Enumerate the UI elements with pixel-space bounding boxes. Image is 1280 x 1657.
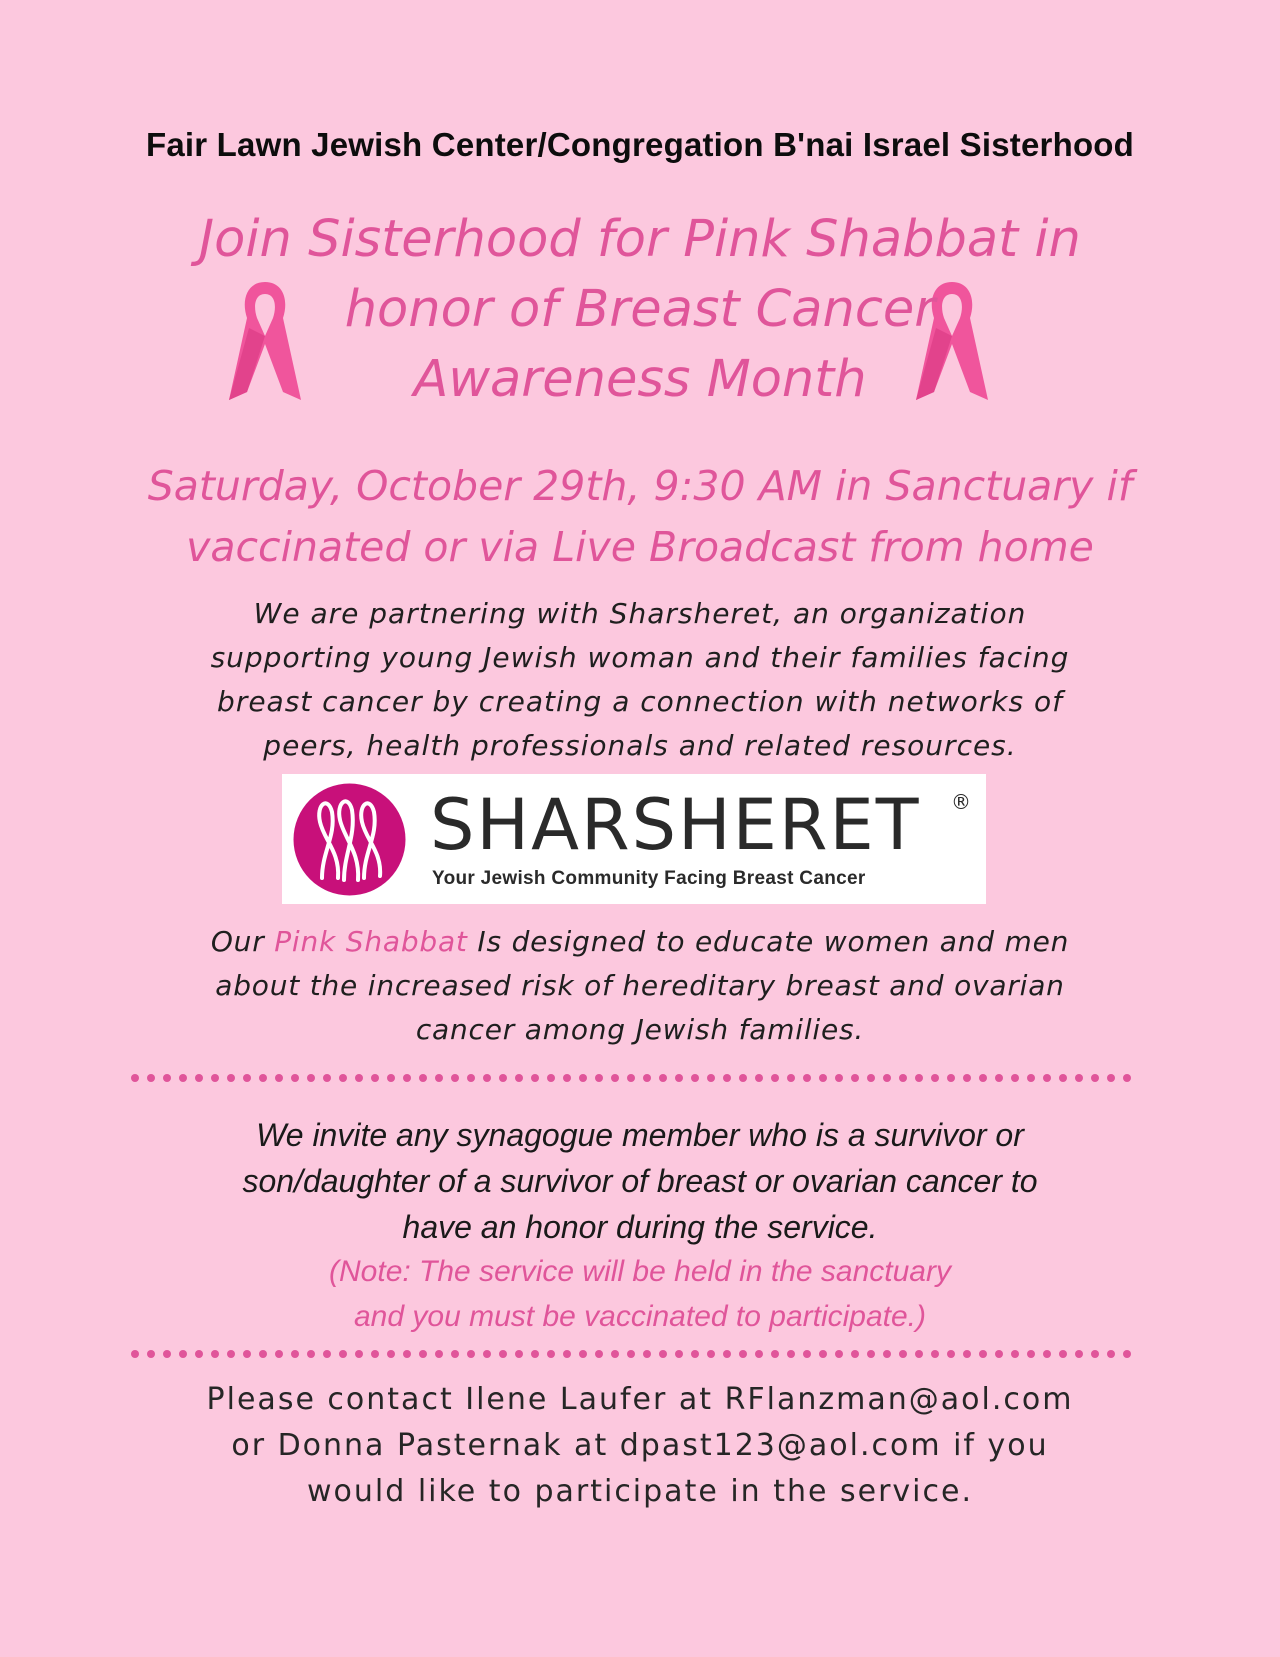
partner-description (140, 592, 1140, 768)
educate-line1-rest: Is designed to educate women and men (467, 925, 1070, 958)
note-line: and you must be vaccinated to participate.) (354, 1300, 926, 1333)
divider-dot (403, 1074, 411, 1082)
divider-dot (1107, 1350, 1115, 1358)
divider-dot (403, 1350, 411, 1358)
partner-line: breast cancer by creating a connection with networks of (217, 685, 1063, 718)
divider-dot (883, 1074, 891, 1082)
divider-dot (579, 1350, 587, 1358)
headline-line: honor of Breast Cancer (344, 280, 936, 339)
divider-dot (1043, 1350, 1051, 1358)
divider-dot (947, 1350, 955, 1358)
divider-dot (419, 1074, 427, 1082)
divider-dot (627, 1350, 635, 1358)
dotted-divider (130, 1349, 1142, 1359)
divider-dot (995, 1074, 1003, 1082)
divider-dot (1091, 1350, 1099, 1358)
divider-dot (579, 1074, 587, 1082)
divider-dot (563, 1350, 571, 1358)
divider-dot (659, 1074, 667, 1082)
organization-title: Fair Lawn Jewish Center/Congregation B'nai Israel Sisterhood (145, 126, 1135, 163)
divider-dot (995, 1350, 1003, 1358)
divider-dot (547, 1074, 555, 1082)
divider-dot (675, 1074, 683, 1082)
divider-dot (371, 1350, 379, 1358)
divider-dot (851, 1350, 859, 1358)
divider-dot (771, 1350, 779, 1358)
event-line: Saturday, October 29th, 9:30 AM in Sanctuary if (147, 462, 1133, 510)
event-line: vaccinated or via Live Broadcast from home (186, 523, 1094, 571)
headline-line: Join Sisterhood for Pink Shabbat in (199, 210, 1081, 269)
divider-dot (883, 1350, 891, 1358)
divider-dot (755, 1074, 763, 1082)
divider-dot (483, 1074, 491, 1082)
divider-dot (499, 1074, 507, 1082)
event-headline (140, 205, 1140, 415)
divider-dot (147, 1350, 155, 1358)
divider-dot (1075, 1074, 1083, 1082)
divider-dot (243, 1350, 251, 1358)
event-date-location (90, 456, 1190, 578)
divider-dot (979, 1074, 987, 1082)
educate-line: cancer among Jewish families. (415, 1013, 865, 1046)
invite-line: We invite any synagogue member who is a survivor or (256, 1117, 1024, 1153)
divider-dot (787, 1074, 795, 1082)
divider-dot (643, 1350, 651, 1358)
divider-dot (1059, 1074, 1067, 1082)
divider-dot (467, 1350, 475, 1358)
divider-dot (339, 1350, 347, 1358)
divider-dot (1011, 1074, 1019, 1082)
divider-dot (163, 1350, 171, 1358)
dotted-divider (130, 1073, 1142, 1083)
divider-dot (947, 1074, 955, 1082)
divider-dot (867, 1074, 875, 1082)
divider-dot (755, 1350, 763, 1358)
divider-dot (435, 1350, 443, 1358)
divider-dot (819, 1350, 827, 1358)
pink-shabbat-highlight: Pink Shabbat (274, 925, 468, 958)
divider-dot (371, 1074, 379, 1082)
divider-dot (531, 1350, 539, 1358)
divider-dot (195, 1350, 203, 1358)
divider-dot (819, 1074, 827, 1082)
divider-dot (355, 1350, 363, 1358)
divider-dot (435, 1074, 443, 1082)
divider-dot (931, 1074, 939, 1082)
divider-dot (915, 1350, 923, 1358)
headline-line: Awareness Month (413, 350, 867, 409)
divider-dot (323, 1350, 331, 1358)
divider-dot (963, 1074, 971, 1082)
divider-dot (355, 1074, 363, 1082)
divider-dot (723, 1350, 731, 1358)
divider-dot (227, 1350, 235, 1358)
divider-dot (1123, 1074, 1131, 1082)
divider-dot (163, 1074, 171, 1082)
divider-dot (339, 1074, 347, 1082)
divider-dot (1091, 1074, 1099, 1082)
divider-dot (595, 1074, 603, 1082)
vaccination-note (140, 1249, 1140, 1339)
educate-line (140, 920, 1140, 964)
divider-dot (1123, 1350, 1131, 1358)
divider-dot (291, 1350, 299, 1358)
divider-dot (275, 1074, 283, 1082)
contact-line: Please contact Ilene Laufer at RFlanzman@aol.com (206, 1382, 1074, 1417)
divider-dot (419, 1350, 427, 1358)
divider-dot (131, 1074, 139, 1082)
divider-dot (243, 1074, 251, 1082)
divider-dot (851, 1074, 859, 1082)
partner-line: We are partnering with Sharsheret, an organization (253, 597, 1027, 630)
divider-dot (899, 1350, 907, 1358)
logo-tagline: Your Jewish Community Facing Breast Cancer (432, 868, 866, 889)
divider-dot (803, 1350, 811, 1358)
divider-dot (1027, 1350, 1035, 1358)
divider-dot (739, 1074, 747, 1082)
divider-dot (1107, 1074, 1115, 1082)
sharsheret-emblem-icon (292, 782, 407, 897)
divider-dot (195, 1074, 203, 1082)
divider-dot (323, 1074, 331, 1082)
divider-dot (563, 1074, 571, 1082)
note-line: (Note: The service will be held in the sanctuary (329, 1255, 951, 1288)
divider-dot (179, 1074, 187, 1082)
divider-dot (499, 1350, 507, 1358)
divider-dot (483, 1350, 491, 1358)
divider-dot (611, 1074, 619, 1082)
divider-dot (307, 1350, 315, 1358)
divider-dots (131, 1350, 1131, 1358)
divider-dot (931, 1350, 939, 1358)
divider-dot (515, 1350, 523, 1358)
divider-dot (691, 1350, 699, 1358)
divider-dot (531, 1074, 539, 1082)
divider-dot (915, 1074, 923, 1082)
partner-line: peers, health professionals and related resources. (263, 729, 1017, 762)
divider-dot (723, 1074, 731, 1082)
contact-info (120, 1377, 1160, 1515)
divider-dot (1059, 1350, 1067, 1358)
divider-dot (387, 1350, 395, 1358)
divider-dot (1011, 1350, 1019, 1358)
divider-dot (147, 1074, 155, 1082)
pink-shabbat-description (140, 920, 1140, 1052)
educate-prefix: Our (210, 925, 275, 958)
divider-dot (835, 1350, 843, 1358)
educate-line: about the increased risk of hereditary breast and ovarian (215, 969, 1065, 1002)
divider-dot (899, 1074, 907, 1082)
partner-line: supporting young Jewish woman and their families facing (210, 641, 1070, 674)
divider-dot (211, 1350, 219, 1358)
divider-dot (515, 1074, 523, 1082)
divider-dot (1043, 1074, 1051, 1082)
divider-dot (803, 1074, 811, 1082)
invite-line: son/daughter of a survivor of breast or ovarian cancer to (242, 1163, 1038, 1199)
divider-dots (131, 1074, 1131, 1082)
divider-dot (739, 1350, 747, 1358)
divider-dot (643, 1074, 651, 1082)
divider-dot (291, 1074, 299, 1082)
divider-dot (227, 1074, 235, 1082)
contact-line: or Donna Pasternak at dpast123@aol.com if you (231, 1428, 1049, 1463)
divider-dot (451, 1350, 459, 1358)
divider-dot (1027, 1074, 1035, 1082)
divider-dot (275, 1350, 283, 1358)
divider-dot (707, 1350, 715, 1358)
divider-dot (1075, 1350, 1083, 1358)
logo-name: SHARSHERET (430, 784, 921, 866)
invite-line: have an honor during the service. (402, 1209, 878, 1245)
divider-dot (771, 1074, 779, 1082)
divider-dot (627, 1074, 635, 1082)
divider-dot (963, 1350, 971, 1358)
divider-dot (835, 1074, 843, 1082)
divider-dot (259, 1350, 267, 1358)
divider-dot (979, 1350, 987, 1358)
divider-dot (659, 1350, 667, 1358)
divider-dot (131, 1350, 139, 1358)
divider-dot (787, 1350, 795, 1358)
divider-dot (547, 1350, 555, 1358)
divider-dot (451, 1074, 459, 1082)
divider-dot (387, 1074, 395, 1082)
divider-dot (179, 1350, 187, 1358)
divider-dot (707, 1074, 715, 1082)
invitation-text (140, 1112, 1140, 1250)
sharsheret-logo (282, 774, 986, 904)
contact-line: would like to participate in the service. (307, 1474, 973, 1509)
divider-dot (691, 1074, 699, 1082)
divider-dot (867, 1350, 875, 1358)
divider-dot (595, 1350, 603, 1358)
registered-mark: ® (951, 790, 971, 814)
divider-dot (467, 1074, 475, 1082)
divider-dot (611, 1350, 619, 1358)
divider-dot (259, 1074, 267, 1082)
divider-dot (307, 1074, 315, 1082)
divider-dot (211, 1074, 219, 1082)
divider-dot (675, 1350, 683, 1358)
